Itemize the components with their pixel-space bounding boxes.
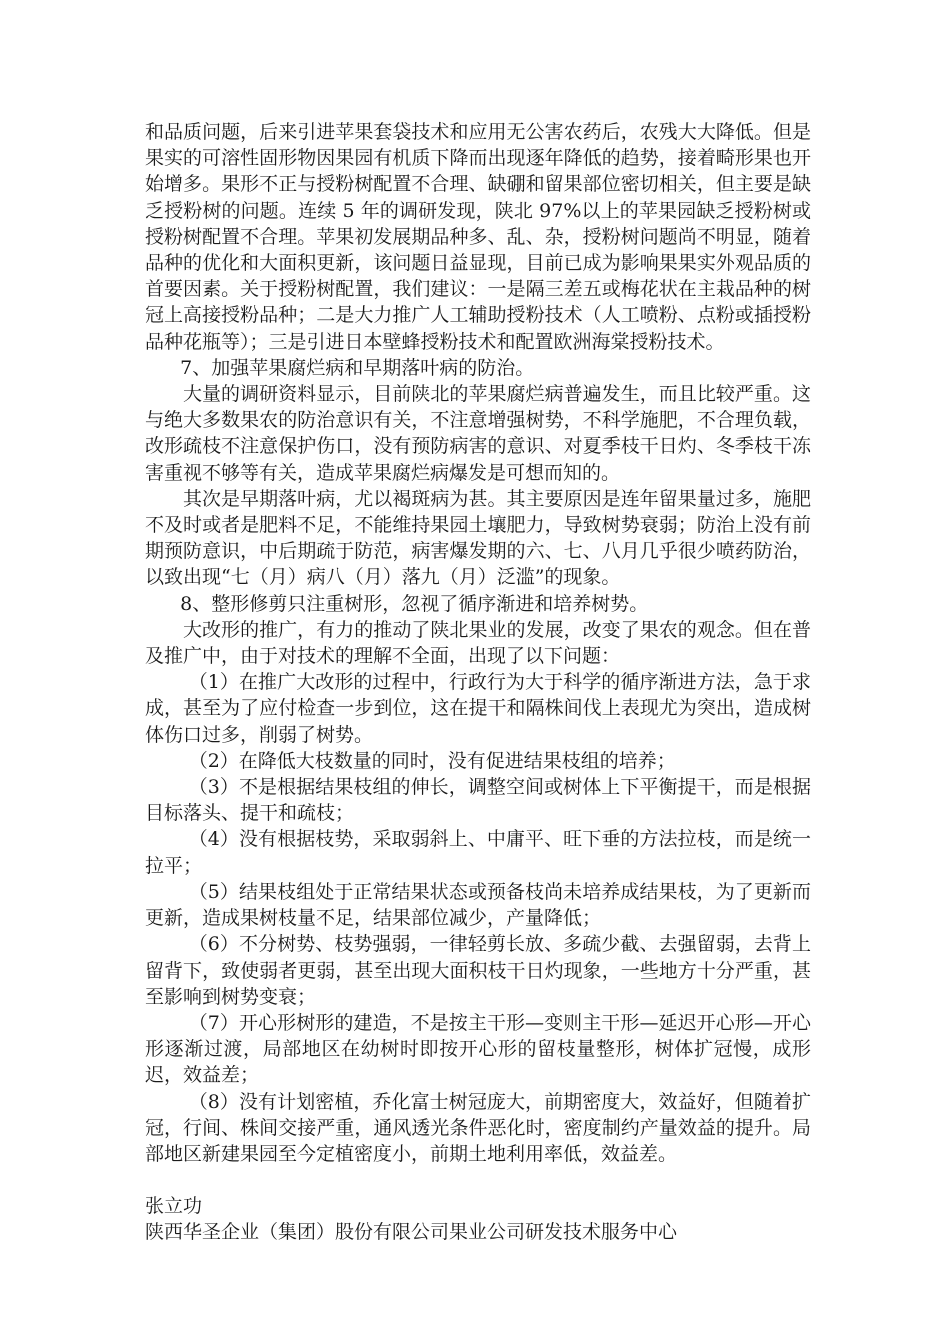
spacer bbox=[145, 1167, 811, 1193]
list-item-8: （8）没有计划密植，乔化富士树冠庞大，前期密度大，效益好，但随着扩冠，行间、株间交接严重，通风透光条件恶化时，密度制约产量效益的提升。局部地区新建果园至今定植密度小，前期土地利用率低，效益差。 bbox=[145, 1090, 811, 1165]
list-item-6: （6）不分树势、枝势强弱，一律轻剪长放、多疏少截、去强留弱，去背上留背下，致使弱者更弱，甚至出现大面积枝干日灼现象，一些地方十分严重，甚至影响到树势变衰； bbox=[145, 933, 811, 1008]
paragraph-pollination: 和品质问题，后来引进苹果套袋技术和应用无公害农药后，农残大大降低。但是果实的可溶性固形物因果园有机质下降而出现逐年降低的趋势，接着畸形果也开始增多。果形不正与授粉树配置不合理、缺硼和留果部位密切相关，但主要是缺乏授粉树的问题。连续 5 年的调研发现，陕北 97%以上的苹果园缺乏授粉树或授粉树配置不合理。苹果初发展期品种多、乱、杂，授粉树问题尚不明显，随着品种的优化和大面积更新，该问题日益显现，目前已成为影响果果实外观品质的首要因素。关于授粉树配置，我们建议：一是隔三差五或梅花状在主栽品种的树冠上高接授粉品种；二是大力推广人工辅助授粉技术（人工喷粉、点粉或插授粉品种花瓶等）；三是引进日本壁蜂授粉技术和配置欧洲海棠授粉技术。 bbox=[145, 121, 811, 353]
list-item-3: （3）不是根据结果枝组的伸长，调整空间或树体上下平衡提干，而是根据目标落头、提干和疏枝； bbox=[145, 776, 811, 825]
paragraph-reshaping-intro: 大改形的推广，有力的推动了陕北果业的发展，改变了果农的观念。但在普及推广中，由于对技术的理解不全面，出现了以下问题： bbox=[145, 618, 811, 668]
list-item-5: （5）结果枝组处于正常结果状态或预备枝尚未培养成结果枝，为了更新而更新，造成果树枝量不足，结果部位减少，产量降低； bbox=[145, 880, 811, 930]
list-item-4: （4）没有根据枝势，采取弱斜上、中庸平、旺下垂的方法拉枝，而是统一拉平； bbox=[145, 828, 811, 877]
author-name: 张立功 bbox=[145, 1195, 203, 1218]
document-body bbox=[145, 119, 811, 1246]
list-item-2: （2）在降低大枝数量的同时，没有促进结果枝组的培养； bbox=[188, 749, 676, 772]
list-item-7: （7）开心形树形的建造，不是按主干形—变则主干形—延迟开心形—开心形逐渐过渡，局部地区在幼树时即按开心形的留枝量整形，树体扩冠慢，成形迟，效益差； bbox=[145, 1011, 811, 1087]
paragraph-canker-disease: 大量的调研资料显示，目前陕北的苹果腐烂病普遍发生，而且比较严重。这与绝大多数果农的防治意识有关，不注意增强树势，不科学施肥，不合理负载，改形疏枝不注意保护伤口，没有预防病害的意识、对夏季枝干日灼、冬季枝干冻害重视不够等有关，造成苹果腐烂病爆发是可想而知的。 bbox=[145, 383, 811, 484]
paragraph-leaf-drop-disease: 其次是早期落叶病，尤以褐斑病为甚。其主要原因是连年留果量过多，施肥不及时或者是肥料不足，不能维持果园土壤肥力，导致树势衰弱；防治上没有前期预防意识，中后期疏于防范，病害爆发期的六、七、八月几乎很少喷药防治，以致出现“七（月）病八（月）落九（月）泛滥”的现象。 bbox=[145, 487, 811, 589]
author-organization: 陕西华圣企业（集团）股份有限公司果业公司研发技术服务中心 bbox=[145, 1221, 678, 1244]
list-item-1: （1）在推广大改形的过程中，行政行为大于科学的循序渐进方法，急于求成，甚至为了应付检查一步到位，这在提干和隔株间伐上表现尤为突出，造成树体伤口过多，削弱了树势。 bbox=[145, 671, 811, 746]
section-heading-8: 8、整形修剪只注重树形，忽视了循序渐进和培养树势。 bbox=[180, 592, 649, 615]
section-heading-7: 7、加强苹果腐烂病和早期落叶病的防治。 bbox=[180, 356, 535, 379]
